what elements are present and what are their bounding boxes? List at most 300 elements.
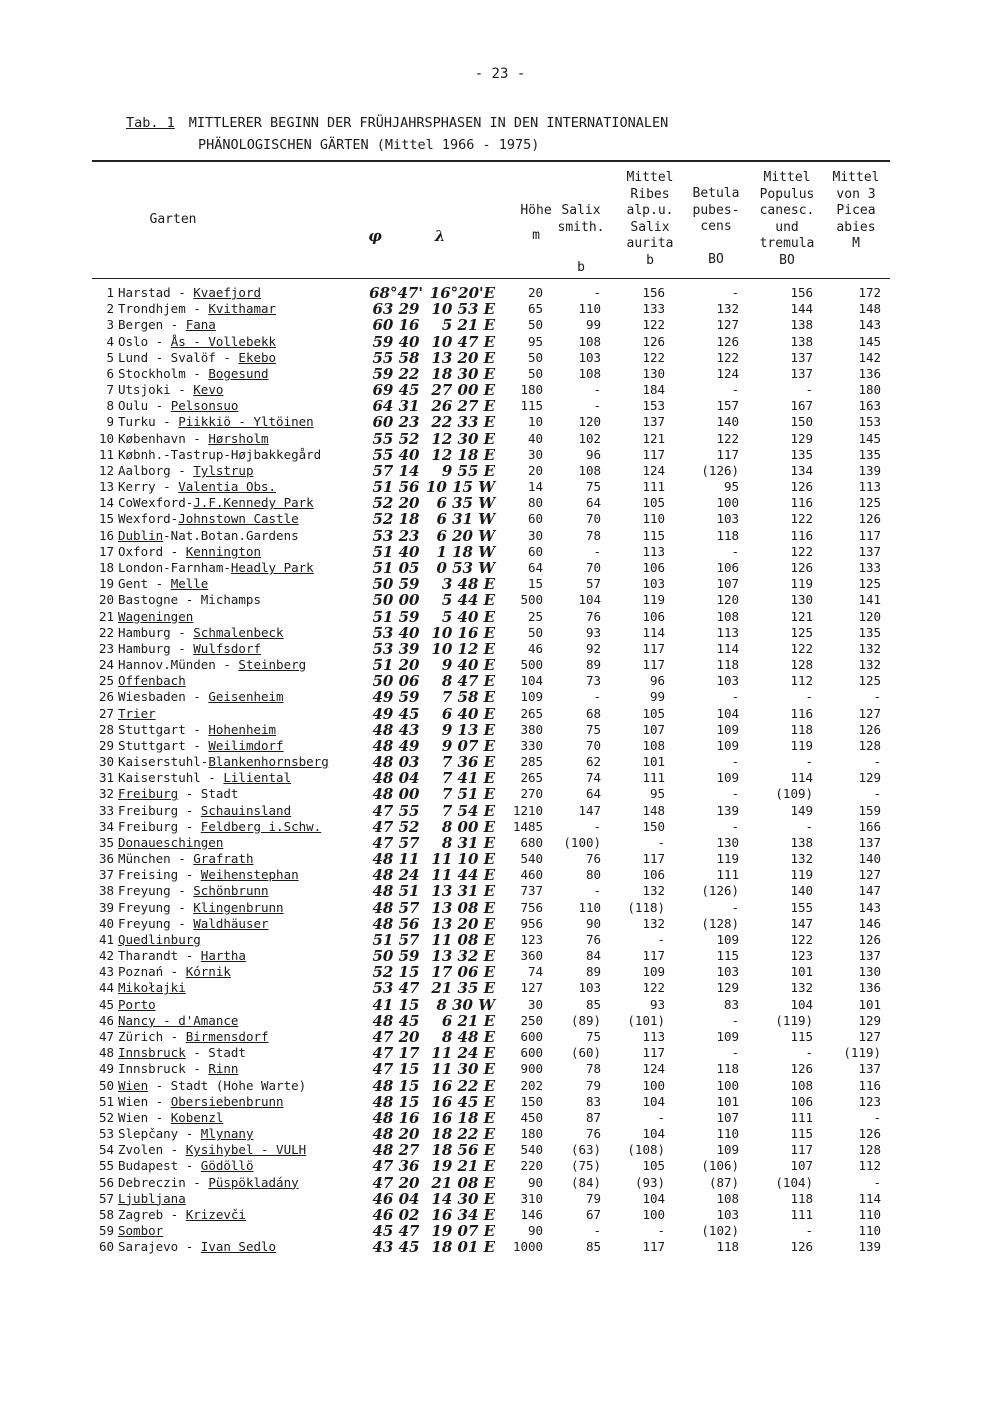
cell-picea: - bbox=[873, 754, 882, 770]
cell-betula: 108 bbox=[716, 608, 740, 624]
cell-ribes-salix: 122 bbox=[642, 317, 666, 333]
cell-latitude: 47 20 bbox=[372, 1027, 420, 1046]
header-longitude: λ bbox=[434, 227, 446, 245]
table-row bbox=[92, 285, 881, 301]
cell-ribes-salix: 96 bbox=[649, 673, 666, 689]
cell-ribes-salix: 137 bbox=[642, 414, 666, 430]
cell-longitude: 1 18 W bbox=[436, 542, 496, 561]
cell-garden bbox=[118, 1223, 366, 1239]
cell-altitude: 20 bbox=[527, 462, 544, 478]
cell-populus: 111 bbox=[790, 1109, 814, 1125]
cell-populus: 135 bbox=[790, 446, 814, 462]
table-row bbox=[92, 398, 881, 414]
cell-altitude: 500 bbox=[520, 657, 544, 673]
cell-picea: 141 bbox=[858, 592, 882, 608]
garden-site: Liliental bbox=[223, 770, 292, 786]
cell-garden bbox=[118, 673, 366, 689]
cell-populus: 119 bbox=[790, 867, 814, 883]
garden-site: Innsbruck bbox=[118, 1045, 186, 1061]
garden-site: Melle bbox=[170, 576, 209, 592]
cell-garden bbox=[118, 835, 366, 851]
garden-site: Gödöllö bbox=[200, 1158, 254, 1174]
cell-picea: 130 bbox=[858, 964, 882, 980]
header-populus-unit: BO bbox=[779, 252, 795, 268]
cell-picea: 139 bbox=[858, 462, 882, 478]
cell-salix: 87 bbox=[585, 1109, 602, 1125]
cell-betula: 124 bbox=[716, 365, 740, 381]
cell-number: 37 bbox=[98, 867, 114, 883]
cell-salix: 64 bbox=[585, 495, 602, 511]
cell-populus: (109) bbox=[775, 786, 814, 802]
cell-populus: 119 bbox=[790, 737, 814, 753]
cell-salix: (63) bbox=[570, 1142, 602, 1158]
cell-longitude: 9 40 E bbox=[441, 656, 496, 675]
cell-number: 6 bbox=[106, 365, 114, 381]
cell-populus: 167 bbox=[790, 398, 814, 414]
cell-number: 58 bbox=[98, 1206, 114, 1222]
cell-altitude: 50 bbox=[527, 317, 544, 333]
cell-latitude: 55 58 bbox=[372, 348, 420, 367]
garden-site: Pelsonsuo bbox=[170, 398, 239, 414]
cell-longitude: 9 13 E bbox=[441, 720, 496, 739]
cell-betula: 119 bbox=[716, 851, 740, 867]
cell-populus: 126 bbox=[790, 1061, 814, 1077]
garden-site: Grafrath bbox=[193, 851, 254, 867]
cell-latitude: 60 23 bbox=[372, 413, 420, 432]
cell-picea: 136 bbox=[858, 365, 882, 381]
header-picea-line: Picea bbox=[836, 203, 876, 218]
table-row bbox=[92, 980, 881, 996]
cell-populus: 114 bbox=[790, 770, 814, 786]
cell-betula: 95 bbox=[723, 479, 740, 495]
cell-altitude: 600 bbox=[520, 1028, 544, 1044]
cell-altitude: 146 bbox=[520, 1206, 544, 1222]
cell-betula: - bbox=[731, 899, 740, 915]
cell-populus: 129 bbox=[790, 430, 814, 446]
cell-ribes-salix: 103 bbox=[642, 576, 666, 592]
cell-number: 5 bbox=[106, 349, 114, 365]
garden-place: Stuttgart - bbox=[118, 721, 209, 737]
cell-altitude: 80 bbox=[527, 495, 544, 511]
table-row bbox=[92, 495, 881, 511]
garden-site: Mlynany bbox=[200, 1126, 254, 1142]
cell-number: 44 bbox=[98, 980, 114, 996]
cell-garden bbox=[118, 576, 366, 592]
cell-picea: 133 bbox=[858, 560, 882, 575]
header-hoehe-unit: m bbox=[532, 227, 540, 243]
cell-number: 4 bbox=[106, 333, 114, 349]
cell-betula: 122 bbox=[716, 349, 740, 365]
cell-picea: 128 bbox=[858, 737, 882, 753]
cell-populus: 122 bbox=[790, 640, 814, 656]
table-row bbox=[92, 463, 881, 479]
page-number: - 23 - bbox=[474, 66, 526, 82]
cell-altitude: 14 bbox=[527, 479, 544, 495]
cell-salix: 85 bbox=[585, 1239, 602, 1255]
cell-ribes-salix: 122 bbox=[642, 980, 666, 996]
cell-betula: - bbox=[731, 754, 740, 770]
cell-number: 42 bbox=[98, 948, 114, 964]
cell-latitude: 48 15 bbox=[372, 1076, 420, 1095]
caption-line-2: PHÄNOLOGISCHEN GÄRTEN (Mittel 1966 - 1975) bbox=[198, 137, 540, 153]
cell-longitude: 8 00 E bbox=[441, 817, 496, 836]
cell-salix: 83 bbox=[585, 1093, 602, 1109]
cell-latitude: 49 59 bbox=[372, 688, 420, 707]
cell-ribes-salix: (118) bbox=[627, 899, 666, 915]
cell-populus: 130 bbox=[790, 592, 814, 608]
cell-betula: (126) bbox=[701, 462, 740, 478]
garden-place: Tharandt - bbox=[118, 948, 201, 964]
cell-longitude: 12 18 E bbox=[431, 445, 496, 464]
garden-site: Waldhäuser bbox=[193, 915, 269, 931]
cell-latitude: 68°47' bbox=[369, 284, 423, 303]
table-row bbox=[92, 1223, 881, 1239]
cell-betula: 104 bbox=[716, 705, 740, 721]
table-row bbox=[92, 1077, 881, 1093]
cell-altitude: 30 bbox=[527, 446, 544, 462]
cell-salix: 80 bbox=[585, 867, 602, 883]
cell-latitude: 48 16 bbox=[372, 1108, 420, 1127]
garden-place: Poznań - bbox=[118, 964, 186, 980]
header-ribes-line: alp.u. bbox=[626, 203, 674, 218]
cell-populus: 121 bbox=[790, 608, 814, 624]
cell-altitude: 202 bbox=[520, 1077, 544, 1093]
cell-latitude: 46 02 bbox=[372, 1205, 420, 1224]
cell-ribes-salix: 111 bbox=[642, 479, 666, 495]
cell-ribes-salix: 117 bbox=[642, 446, 666, 462]
cell-altitude: 180 bbox=[520, 382, 544, 398]
cell-picea: 135 bbox=[858, 624, 882, 640]
cell-latitude: 48 20 bbox=[372, 1125, 420, 1144]
gardens-table-body bbox=[92, 285, 881, 1255]
cell-number: 36 bbox=[98, 851, 114, 867]
cell-garden bbox=[118, 1094, 366, 1110]
table-row bbox=[92, 689, 881, 705]
cell-number: 2 bbox=[106, 301, 114, 317]
cell-latitude: 53 47 bbox=[372, 979, 420, 998]
cell-populus: (104) bbox=[775, 1174, 814, 1190]
cell-salix: 67 bbox=[585, 1206, 602, 1222]
cell-garden bbox=[118, 851, 366, 867]
garden-place: Oslo - bbox=[118, 333, 171, 349]
cell-number: 45 bbox=[98, 996, 114, 1012]
garden-site: Sombor bbox=[118, 1223, 164, 1239]
cell-picea: 163 bbox=[858, 398, 882, 414]
cell-latitude: 48 00 bbox=[372, 785, 420, 804]
cell-picea: 126 bbox=[858, 721, 882, 737]
cell-latitude: 59 40 bbox=[372, 332, 420, 351]
cell-salix: 68 bbox=[585, 705, 602, 721]
cell-betula: 122 bbox=[716, 430, 740, 446]
cell-longitude: 0 53 W bbox=[436, 559, 496, 577]
cell-ribes-salix: 93 bbox=[649, 996, 666, 1012]
cell-altitude: 90 bbox=[527, 1223, 544, 1239]
cell-longitude: 7 51 E bbox=[441, 785, 496, 804]
cell-salix: 104 bbox=[578, 592, 602, 608]
cell-number: 48 bbox=[98, 1045, 114, 1061]
cell-longitude: 9 55 E bbox=[441, 461, 496, 480]
cell-salix: - bbox=[593, 285, 602, 301]
cell-longitude: 11 10 E bbox=[431, 850, 496, 869]
cell-picea: 110 bbox=[858, 1223, 882, 1239]
cell-longitude: 8 47 E bbox=[441, 672, 496, 691]
garden-place: Gent - bbox=[118, 576, 171, 592]
cell-longitude: 10 15 W bbox=[426, 478, 496, 497]
cell-garden bbox=[118, 398, 366, 414]
cell-betula: 109 bbox=[716, 737, 740, 753]
cell-garden bbox=[118, 1191, 366, 1207]
cell-longitude: 6 20 W bbox=[436, 526, 496, 545]
cell-latitude: 57 14 bbox=[372, 461, 420, 480]
table-row bbox=[92, 528, 881, 544]
garden-site: Kennington bbox=[185, 543, 261, 559]
header-betula-line: pubes- bbox=[692, 202, 740, 218]
cell-ribes-salix: 132 bbox=[642, 883, 666, 899]
table-row bbox=[92, 722, 881, 738]
cell-populus: 132 bbox=[790, 851, 814, 867]
cell-picea: 114 bbox=[858, 1190, 882, 1206]
cell-salix: 108 bbox=[578, 365, 602, 381]
cell-altitude: 127 bbox=[520, 980, 544, 996]
cell-number: 53 bbox=[98, 1126, 114, 1142]
cell-populus: (119) bbox=[775, 1012, 814, 1028]
cell-picea: 137 bbox=[858, 834, 882, 850]
cell-altitude: 46 bbox=[527, 640, 544, 656]
cell-ribes-salix: 119 bbox=[642, 592, 666, 608]
cell-ribes-salix: 124 bbox=[642, 462, 666, 478]
garden-site: Schmalenbeck bbox=[193, 624, 284, 640]
cell-betula: - bbox=[731, 818, 740, 834]
cell-populus: 126 bbox=[790, 479, 814, 495]
header-salix-line: smith. bbox=[557, 219, 605, 235]
cell-betula: 100 bbox=[716, 1077, 740, 1093]
header-picea bbox=[818, 170, 894, 253]
cell-picea: - bbox=[873, 786, 882, 802]
garden-site: Blankenhornsberg bbox=[208, 754, 329, 770]
cell-altitude: 330 bbox=[520, 737, 544, 753]
cell-betula: - bbox=[731, 543, 740, 559]
cell-altitude: 285 bbox=[520, 754, 544, 770]
garden-site: Mikołajki bbox=[118, 980, 186, 996]
cell-salix: 99 bbox=[585, 317, 602, 333]
cell-salix: (60) bbox=[570, 1045, 602, 1061]
cell-ribes-salix: 117 bbox=[642, 1239, 666, 1255]
cell-altitude: 104 bbox=[520, 673, 544, 689]
cell-number: 54 bbox=[98, 1142, 114, 1158]
cell-populus: 138 bbox=[790, 333, 814, 349]
cell-populus: 119 bbox=[790, 576, 814, 592]
cell-picea: 128 bbox=[858, 1142, 882, 1158]
cell-salix: - bbox=[593, 543, 602, 559]
cell-altitude: 25 bbox=[527, 608, 544, 624]
cell-altitude: 180 bbox=[520, 1126, 544, 1142]
garden-site: Freiburg bbox=[118, 786, 179, 802]
cell-number: 34 bbox=[98, 818, 114, 834]
cell-garden bbox=[118, 511, 366, 527]
table-row bbox=[92, 350, 881, 366]
garden-site: Wien bbox=[118, 1077, 149, 1093]
table-row bbox=[92, 1061, 881, 1077]
cell-latitude: 48 43 bbox=[372, 720, 420, 739]
cell-salix: (75) bbox=[570, 1158, 602, 1174]
cell-longitude: 22 33 E bbox=[431, 413, 496, 432]
cell-ribes-salix: 99 bbox=[649, 689, 666, 705]
garden-place-suffix: - Stadt bbox=[185, 1045, 246, 1061]
garden-place: Kerry - bbox=[118, 479, 179, 495]
cell-latitude: 52 18 bbox=[372, 510, 420, 529]
cell-latitude: 60 16 bbox=[372, 316, 420, 335]
cell-altitude: 540 bbox=[520, 1142, 544, 1158]
cell-salix: 108 bbox=[578, 462, 602, 478]
cell-betula: 127 bbox=[716, 317, 740, 333]
garden-site: Tylstrup bbox=[193, 462, 254, 478]
cell-garden bbox=[118, 819, 366, 835]
cell-ribes-salix: 117 bbox=[642, 640, 666, 656]
cell-ribes-salix: 115 bbox=[642, 527, 666, 543]
cell-garden bbox=[118, 625, 366, 641]
header-picea-line: Mittel bbox=[832, 170, 880, 185]
header-ribes-line: Ribes bbox=[630, 186, 670, 202]
cell-garden bbox=[118, 980, 366, 996]
cell-picea: 127 bbox=[858, 1028, 882, 1044]
cell-garden bbox=[118, 1061, 366, 1077]
garden-place: Oxford - bbox=[118, 543, 186, 559]
garden-place: Zürich - bbox=[118, 1028, 186, 1044]
cell-altitude: 50 bbox=[527, 365, 544, 381]
garden-site: Kysihybel - VULH bbox=[185, 1142, 307, 1158]
table-row bbox=[92, 576, 881, 592]
garden-site: Offenbach bbox=[118, 673, 186, 689]
garden-site: Kvaefjord bbox=[193, 285, 261, 301]
cell-longitude: 10 53 E bbox=[431, 300, 496, 319]
garden-place: Zvolen - bbox=[118, 1142, 186, 1158]
top-rule bbox=[92, 160, 890, 162]
cell-ribes-salix: 117 bbox=[642, 948, 666, 964]
cell-number: 56 bbox=[98, 1174, 114, 1190]
cell-number: 7 bbox=[106, 382, 114, 398]
cell-betula: 132 bbox=[716, 301, 740, 317]
cell-salix: - bbox=[593, 883, 602, 899]
cell-number: 46 bbox=[98, 1012, 114, 1028]
cell-salix: 73 bbox=[585, 673, 602, 689]
cell-salix: (89) bbox=[570, 1012, 602, 1028]
cell-ribes-salix: (108) bbox=[627, 1142, 666, 1158]
table-row bbox=[92, 592, 881, 608]
cell-latitude: 47 52 bbox=[372, 817, 420, 836]
cell-picea: (119) bbox=[843, 1045, 882, 1061]
caption-line-1: MITTLERER BEGINN DER FRÜHJAHRSPHASEN IN DEN INTERNATIONALEN bbox=[188, 115, 669, 131]
cell-salix: 84 bbox=[585, 948, 602, 964]
table-row bbox=[92, 738, 881, 754]
cell-latitude: 59 22 bbox=[372, 364, 420, 383]
cell-altitude: 60 bbox=[527, 543, 544, 559]
cell-betula: 103 bbox=[716, 511, 740, 527]
cell-betula: 113 bbox=[716, 624, 740, 640]
cell-picea: 112 bbox=[858, 1158, 882, 1174]
cell-longitude: 11 08 E bbox=[431, 930, 496, 949]
garden-site: Klingenbrunn bbox=[193, 899, 284, 915]
cell-ribes-salix: 106 bbox=[642, 867, 666, 883]
cell-garden bbox=[118, 301, 366, 317]
cell-altitude: 450 bbox=[520, 1109, 544, 1125]
garden-site: Trier bbox=[118, 705, 156, 721]
cell-salix: 103 bbox=[578, 349, 602, 365]
cell-latitude: 47 15 bbox=[372, 1060, 420, 1079]
cell-garden bbox=[118, 722, 366, 738]
header-garten: Garten bbox=[149, 212, 197, 227]
cell-betula: - bbox=[731, 1045, 740, 1061]
cell-latitude: 69 45 bbox=[372, 381, 420, 400]
cell-picea: 123 bbox=[858, 1093, 882, 1109]
cell-picea: 159 bbox=[858, 802, 882, 818]
garden-place: Købnh.-Tastrup-Højbakkegård bbox=[118, 446, 322, 462]
garden-site: Ljubljana bbox=[118, 1190, 186, 1206]
garden-site: Hørsholm bbox=[208, 430, 269, 446]
garden-site: Obersiebenbrunn bbox=[170, 1093, 284, 1109]
cell-picea: 132 bbox=[858, 640, 882, 656]
cell-altitude: 150 bbox=[520, 1093, 544, 1109]
cell-populus: 118 bbox=[790, 721, 814, 737]
cell-populus: 111 bbox=[790, 1206, 814, 1222]
cell-picea: 146 bbox=[858, 915, 882, 931]
cell-latitude: 51 56 bbox=[372, 478, 420, 497]
cell-latitude: 50 59 bbox=[372, 947, 420, 966]
table-row bbox=[92, 1045, 881, 1061]
garden-place: Freyung - bbox=[118, 915, 194, 931]
garden-place: Kaiserstuhl- bbox=[118, 754, 209, 770]
cell-ribes-salix: 156 bbox=[642, 285, 666, 301]
garden-site: Dublin bbox=[118, 527, 164, 543]
cell-number: 32 bbox=[98, 786, 114, 802]
cell-populus: 112 bbox=[790, 673, 814, 689]
table-row bbox=[92, 479, 881, 495]
cell-betula: 129 bbox=[716, 980, 740, 996]
cell-garden bbox=[118, 1077, 366, 1093]
cell-betula: - bbox=[731, 285, 740, 301]
cell-number: 10 bbox=[98, 430, 114, 446]
cell-betula: 111 bbox=[716, 867, 740, 883]
cell-populus: 144 bbox=[790, 301, 814, 317]
cell-picea: 135 bbox=[858, 446, 882, 462]
garden-site: Piikkiö - Yltöinen bbox=[178, 414, 314, 430]
header-populus-line: canesc. bbox=[759, 203, 815, 218]
cell-picea: 139 bbox=[858, 1239, 882, 1255]
cell-picea: 120 bbox=[858, 608, 882, 624]
cell-longitude: 13 08 E bbox=[431, 898, 496, 917]
cell-salix: 96 bbox=[585, 446, 602, 462]
header-latitude: φ bbox=[368, 227, 382, 245]
cell-picea: 132 bbox=[858, 657, 882, 673]
cell-salix: 103 bbox=[578, 980, 602, 996]
cell-ribes-salix: 104 bbox=[642, 1190, 666, 1206]
garden-site: Hartha bbox=[200, 948, 246, 964]
cell-betula: 118 bbox=[716, 657, 740, 673]
table-row bbox=[92, 608, 881, 624]
cell-altitude: 756 bbox=[520, 899, 544, 915]
garden-place: Bergen - bbox=[118, 317, 186, 333]
cell-picea: 166 bbox=[858, 818, 882, 834]
cell-longitude: 21 08 E bbox=[431, 1173, 496, 1192]
cell-longitude: 10 47 E bbox=[431, 332, 496, 351]
garden-place: Innsbruck - bbox=[118, 1061, 209, 1077]
cell-ribes-salix: 111 bbox=[642, 770, 666, 786]
cell-latitude: 64 31 bbox=[372, 397, 420, 416]
cell-populus: 115 bbox=[790, 1126, 814, 1142]
cell-salix: - bbox=[593, 818, 602, 834]
cell-picea: 126 bbox=[858, 931, 882, 947]
cell-number: 8 bbox=[106, 398, 114, 414]
garden-site: Schönbrunn bbox=[193, 883, 269, 899]
